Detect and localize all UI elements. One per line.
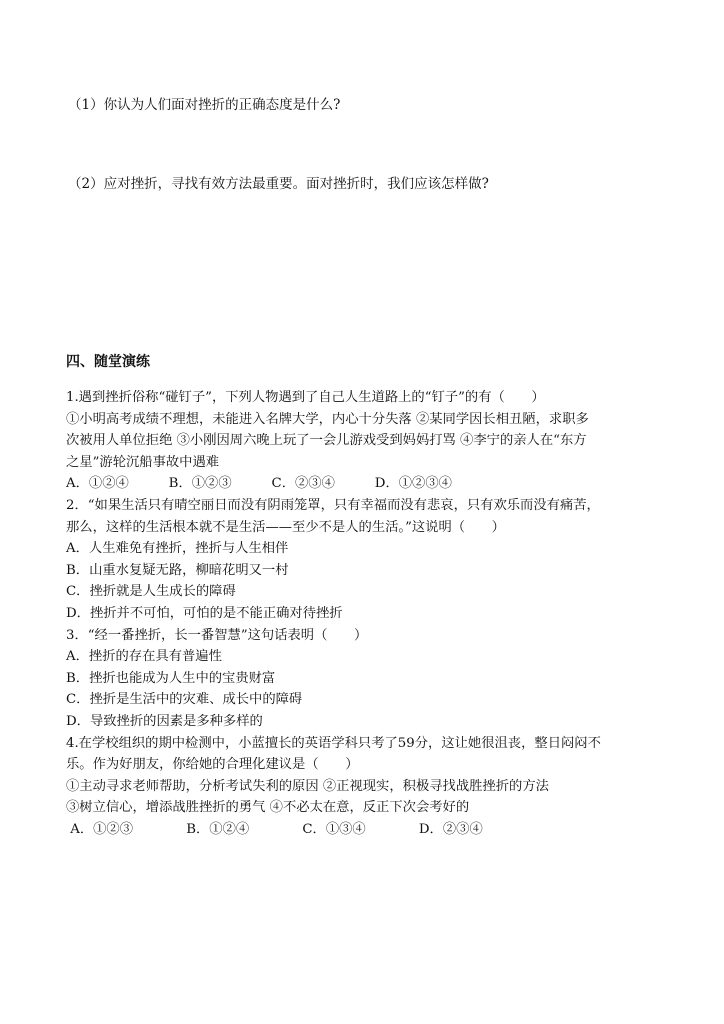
exercise-3-stem: 3．“经一番挫折，长一番智慧”这句话表明（ ） <box>66 627 368 643</box>
practice-exercises <box>66 387 666 840</box>
exercise-1-item-line: ①小明高考成绩不理想，未能进入名牌大学，内心十分失落 ②某同学因长相丑陋，求职多 <box>66 411 589 427</box>
exercise-1-options: A．①②④ B．①②③ C．②③④ D．①②③④ <box>66 476 452 492</box>
exercise-3-option-a: A．挫折的存在具有普遍性 <box>66 649 222 665</box>
exercise-1-stem: 1.遇到挫折俗称“碰钉子”，下列人物遇到了自己人生道路上的“钉子”的有（ ） <box>66 390 545 405</box>
exercise-3-option-c: C．挫折是生活中的灾难、成长中的障碍 <box>66 692 303 708</box>
exercise-4-item-line: ③树立信心，增添战胜挫折的勇气 ④不必太在意，反正下次会考好的 <box>66 800 470 816</box>
exercise-2-option-d: D．挫折并不可怕，可怕的是不能正确对待挫折 <box>66 605 343 621</box>
exercise-4-options: A．①②③ B．①②④ C．①③④ D．②③④ <box>66 821 483 837</box>
exercise-4-item-line: ①主动寻求老师帮助，分析考试失利的原因 ②正视现实，积极寻找战胜挫折的方法 <box>66 778 549 794</box>
exercise-4-stem: 乐。作为好朋友，你给她的合理化建议是（ ） <box>66 757 359 773</box>
exercise-2-option-b: B．山重水复疑无路，柳暗花明又一村 <box>66 562 289 578</box>
question-2-text: （2）应对挫折，寻找有效方法最重要。面对挫折时，我们应该怎样做? <box>68 176 489 192</box>
exercise-2-stem: 那么，这样的生活根本就不是生活——至少不是人的生活。”这说明（ ） <box>66 519 505 535</box>
question-1-text: （1）你认为人们面对挫折的正确态度是什么? <box>68 97 341 113</box>
exercise-3-option-d: D．导致挫折的因素是多种多样的 <box>66 713 263 729</box>
section-title: 四、随堂演练 <box>66 354 150 370</box>
exercise-2-option-c: C．挫折就是人生成长的障碍 <box>66 584 236 600</box>
exercise-1-item-line: 之星”游轮沉船事故中遇难 <box>66 454 220 470</box>
exercise-3-option-b: B．挫折也能成为人生中的宝贵财富 <box>66 670 276 686</box>
exercise-2-option-a: A．人生难免有挫折，挫折与人生相伴 <box>66 541 289 557</box>
exercise-1-item-line: 次被用人单位拒绝 ③小刚因周六晚上玩了一会儿游戏受到妈妈打骂 ④李宁的亲人在“东方 <box>66 433 587 449</box>
exercise-4-stem: 4.在学校组织的期中检测中，小蓝擅长的英语学科只考了59分，这让她很沮丧，整日闷闷不 <box>66 735 601 751</box>
exercise-2-stem: 2．“如果生活只有晴空丽日而没有阴雨笼罩，只有幸福而没有悲哀，只有欢乐而没有痛苦， <box>66 497 600 513</box>
